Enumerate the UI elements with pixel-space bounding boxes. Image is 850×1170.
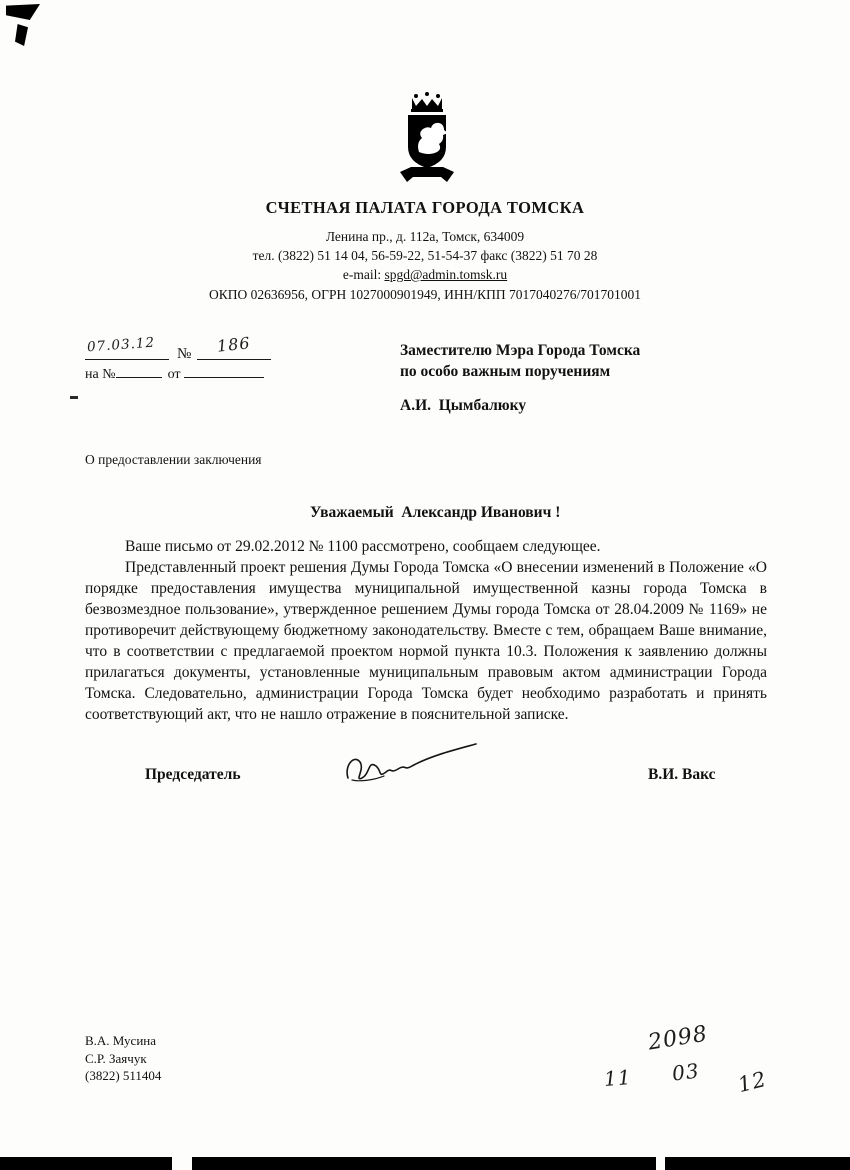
scan-artifact-top-left-1 [6, 4, 40, 20]
body-paragraph: Ваше письмо от 29.02.2012 № 1100 рассмотрено, сообщаем следующее. [125, 538, 601, 555]
handwritten-registry-number: 2098 [646, 1021, 710, 1056]
number-underline [197, 342, 271, 360]
org-codes-line: ОКПО 02636956, ОГРН 1027000901949, ИНН/КПП 7017040276/701701001 [209, 287, 641, 302]
addressee-line-2: по особо важным поручениям [400, 363, 611, 380]
handwritten-outgoing-date: 07.03.12 [86, 334, 156, 356]
signature-title: Председатель [145, 766, 241, 783]
org-email-line [0, 267, 850, 283]
subject-line: О предоставлении заключения [85, 452, 262, 467]
reply-reference-line [85, 366, 264, 383]
reply-date-underline [184, 366, 264, 378]
handwritten-month: 03 [670, 1058, 701, 1086]
email-label: e-mail: [342, 267, 385, 282]
scan-artifact-left-dash [70, 396, 78, 399]
scan-artifact-bottom-bar [0, 1157, 850, 1170]
scan-bar-gap [172, 1157, 192, 1170]
footer-block [85, 1032, 161, 1085]
date-underline [85, 342, 169, 360]
addressee-line-1: Заместителю Мэра Города Томска [400, 342, 641, 359]
handwritten-outgoing-number: 186 [216, 333, 252, 356]
signature-name: В.И. Вакс [648, 766, 716, 783]
reply-ot-label: от [167, 367, 181, 382]
addressee-block [400, 340, 640, 416]
scan-bar-gap [656, 1157, 665, 1170]
tomsk-coat-of-arms-icon [395, 92, 459, 186]
number-sign: № [177, 346, 192, 362]
body-paragraph: Представленный проект решения Думы Города Томска «О внесении изменений в Положение «О порядке предоставления имущества муниципальной имущественной казны города Томска в безвозмездное пользование», утвержденное решением Думы города Томска от 28.04.2009 № 1169» не противоречит действующему бюджетному законодательству. Вместе с тем, обращаем Ваше внимание, что в соответствии с предлагаемой проектом нормой пункта 10.3. Положения к заявлению должны прилагаться документы, установленные муниципальным правовым актом администрации Города Томска. Следовательно, администрации Города Томска будет необходимо разработать и принять соответствующий акт, что не нашло отражение в пояснительной записке. [85, 559, 767, 723]
footer-phone: (3822) 511404 [85, 1068, 162, 1083]
handwritten-day: 11 [603, 1065, 633, 1091]
org-phone-line: тел. (3822) 51 14 04, 56-59-22, 51-54-37 факс (3822) 51 70 28 [252, 248, 598, 263]
handwritten-year: 12 [735, 1066, 770, 1098]
salutation: Уважаемый Александр Иванович ! [310, 504, 561, 521]
handwritten-signature-icon [330, 738, 480, 795]
letter-body [85, 536, 767, 725]
organization-name: СЧЕТНАЯ ПАЛАТА ГОРОДА ТОМСКА [265, 198, 585, 217]
reply-na-label: на № [85, 367, 116, 382]
reference-block [85, 333, 325, 390]
org-address-line: Ленина пр., д. 112а, Томск, 634009 [325, 229, 525, 244]
email-address: spgd@admin.tomsk.ru [384, 267, 508, 282]
reply-number-underline [116, 366, 162, 378]
footer-contact-2: С.Р. Заячук [85, 1050, 147, 1066]
scan-artifact-top-left-2 [15, 24, 28, 46]
addressee-name: А.И. Цымбалюку [400, 397, 527, 414]
footer-contact-1: В.А. Мусина [85, 1033, 156, 1048]
